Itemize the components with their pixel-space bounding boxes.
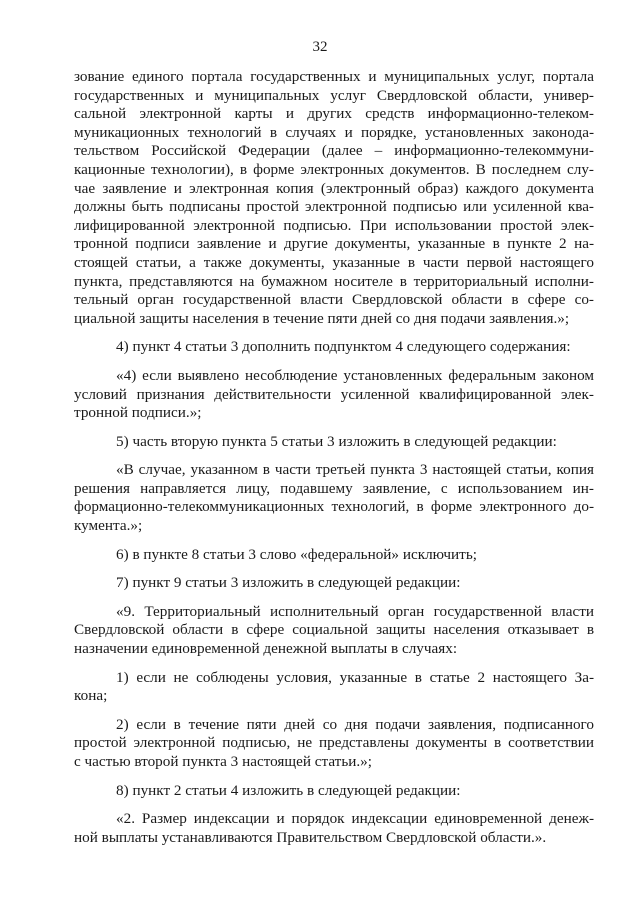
text-line: 7) пункт 9 статьи 3 изложить в следующей редакции:	[116, 574, 461, 592]
paragraph-quote-5	[74, 461, 594, 535]
paragraph-quote-4	[74, 367, 594, 423]
text-line: тронной подписи.»;	[74, 404, 202, 422]
paragraph-item-4	[74, 338, 594, 357]
text-line: кона;	[74, 687, 108, 705]
paragraph-quote-2	[74, 810, 594, 847]
text-line: условий признания действительности усиленной квалифицированной элек-	[74, 385, 594, 403]
page-number: 32	[312, 39, 328, 55]
text-line: простой электронной подписью, не представлены документы в соответствии	[74, 734, 594, 752]
text-line: чае заявление и электронная копия (электронный образ) каждого документа	[74, 179, 594, 197]
text-line: государственных и муниципальных услуг Свердловской области, универ-	[74, 86, 594, 104]
text-line: «9. Территориальный исполнительный орган государственной власти	[116, 602, 594, 620]
document-body	[74, 68, 594, 857]
text-line: циальной защиты населения в течение пяти дней со дня подачи заявления.»;	[74, 309, 570, 327]
paragraph-item-5	[74, 433, 594, 452]
text-line: формационно-телекоммуникационных технологий, в форме электронного до-	[74, 498, 594, 516]
text-line: стоящей статьи, а также документы, указанные в части первой настоящего	[74, 253, 594, 271]
text-line: 2) если в течение пяти дней со дня подачи заявления, подписанного	[116, 715, 594, 733]
paragraph-quote-9	[74, 603, 594, 659]
text-line: должны быть подписаны простой электронной подписью или усиленной ква-	[74, 198, 594, 216]
text-line: кумента.»;	[74, 517, 143, 535]
text-line: 8) пункт 2 статьи 4 изложить в следующей редакции:	[116, 781, 461, 799]
text-line: тронной подписи заявление и другие документы, указанные в пункте 2 на-	[74, 235, 594, 253]
paragraph-item-6	[74, 546, 594, 565]
paragraph-subitem-1	[74, 669, 594, 706]
text-line: 5) часть вторую пункта 5 статьи 3 изложить в следующей редакции:	[116, 432, 557, 450]
text-line: кационные технологии), в форме электронных документов. В последнем слу-	[74, 160, 594, 178]
text-line: сальной электронной карты и других средств информационно-телеком-	[74, 105, 594, 123]
paragraph-item-8	[74, 782, 594, 801]
text-line: Свердловской области в сфере социальной защиты населения отказывает в	[74, 621, 594, 639]
paragraph-item-7	[74, 574, 594, 593]
paragraph-subitem-2	[74, 716, 594, 772]
text-line: назначении единовременной денежной выплаты в случаях:	[74, 640, 458, 658]
text-line: с частью второй пункта 3 настоящей статьи.»;	[74, 753, 372, 770]
text-line: «4) если выявлено несоблюдение установленных федеральным законом	[116, 366, 594, 384]
text-line: решения направляется лицу, подавшему заявление, с использованием ин-	[74, 479, 594, 497]
text-line: «В случае, указанном в части третьей пункта 3 настоящей статьи, копия	[116, 461, 594, 479]
text-line: лифицированной электронной подписью. При использовании простой элек-	[74, 216, 594, 234]
text-line: 1) если не соблюдены условия, указанные в статье 2 настоящего За-	[116, 668, 594, 686]
text-line: муникационных технологий в случаях и порядке, установленных законода-	[74, 123, 594, 141]
text-line: зование единого портала государственных и муниципальных услуг, портала	[74, 68, 594, 85]
text-line: «2. Размер индексации и порядок индексации единовременной денеж-	[116, 810, 594, 828]
text-line: тельный орган государственной власти Свердловской области в сфере со-	[74, 291, 594, 309]
text-line: 4) пункт 4 статьи 3 дополнить подпунктом 4 следующего содержания:	[116, 338, 571, 356]
text-line: пункта, представляются на бумажном носителе в территориальный исполни-	[74, 272, 594, 290]
text-line: 6) в пункте 8 статьи 3 слово «федеральной» исключить;	[116, 545, 477, 563]
text-line: тельством Российской Федерации (далее – информационно-телекоммуни-	[74, 142, 594, 160]
text-line: ной выплаты устанавливаются Правительством Свердловской области.».	[74, 828, 547, 846]
paragraph-continuation	[74, 68, 594, 328]
